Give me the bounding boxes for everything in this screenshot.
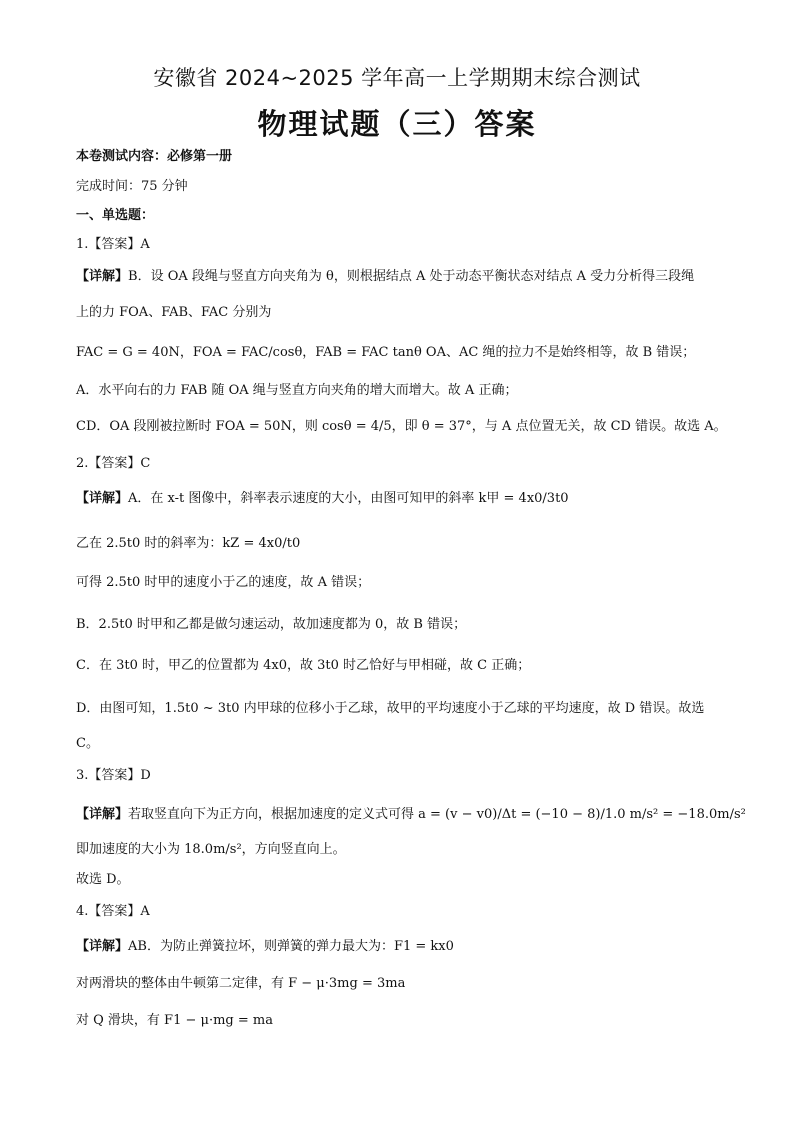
- q2-detail-7: C。: [76, 736, 99, 751]
- q4-line1-text: AB．为防止弹簧拉坏，则弹簧的弹力最大为：F1 = kx0: [128, 939, 454, 954]
- q2-detail-5: C．在 3t0 时，甲乙的位置都为 4x0，故 3t0 时乙恰好与甲相碰，故 C 正确；: [76, 658, 531, 673]
- time-limit: 完成时间：75 分钟: [76, 179, 188, 194]
- q1-answer: 1.【答案】A: [76, 237, 150, 252]
- q2-detail-4: B．2.5t0 时甲和乙都是做匀速运动，故加速度都为 0，故 B 错误；: [76, 617, 467, 632]
- q2-detail-3: 可得 2.5t0 时甲的速度小于乙的速度，故 A 错误；: [76, 575, 371, 590]
- detail-tag: 【详解】: [76, 269, 129, 284]
- q4-detail-3: 对 Q 滑块，有 F1 − μ·mg = ma: [76, 1013, 273, 1028]
- q3-line1-text: 若取竖直向下为正方向，根据加速度的定义式可得 a = (v − v0)/Δt = (−10 − 8)/1.0 m/s² = −18.0m/s²: [128, 807, 746, 822]
- detail-tag: 【详解】: [76, 807, 129, 822]
- q2-line1-text: A．在 x-t 图像中，斜率表示速度的大小，由图可知甲的斜率 k甲 = 4x0/3t0: [128, 491, 569, 506]
- q1-detail-1: [76, 268, 726, 286]
- q1-detail-5: CD．OA 段刚被拉断时 FOA = 50N，则 cosθ = 4/5，即 θ = 37°，与 A 点位置无关，故 CD 错误。故选 A。: [76, 419, 727, 434]
- q1-detail-4: A．水平向右的力 FAB 随 OA 绳与竖直方向夹角的增大而增大。故 A 正确；: [76, 383, 518, 398]
- q4-detail-2: 对两滑块的整体由牛顿第二定律，有 F − μ·3mg = 3ma: [76, 976, 406, 991]
- q3-answer: 3.【答案】D: [76, 768, 151, 783]
- q4-detail-1: [76, 938, 726, 956]
- q3-detail-2: 即加速度的大小为 18.0m/s²，方向竖直向上。: [76, 842, 346, 857]
- q1-line1-text: B．设 OA 段绳与竖直方向夹角为 θ，则根据结点 A 处于动态平衡状态对结点 A 受力分析得三段绳: [128, 269, 695, 284]
- q1-detail-2: 上的力 FOA、FAB、FAC 分别为: [76, 305, 272, 320]
- q4-answer: 4.【答案】A: [76, 904, 150, 919]
- document-subtitle: 物理试题（三）答案: [257, 107, 537, 141]
- q3-detail-1: [76, 806, 746, 824]
- q2-answer: 2.【答案】C: [76, 456, 151, 471]
- test-scope: 本卷测试内容：必修第一册: [76, 149, 233, 164]
- q2-detail-6: D．由图可知，1.5t0 ~ 3t0 内甲球的位移小于乙球，故甲的平均速度小于乙球的平均速度，故 D 错误。故选: [76, 701, 705, 716]
- q3-detail-3: 故选 D。: [76, 872, 130, 887]
- q1-detail-3: FAC = G = 40N，FOA = FAC/cosθ，FAB = FAC tanθ OA、AC 绳的拉力不是始终相等，故 B 错误；: [76, 345, 696, 360]
- detail-tag: 【详解】: [76, 939, 129, 954]
- section-heading: 一、单选题：: [76, 208, 155, 223]
- document-title: 安徽省 2024~2025 学年高一上学期期末综合测试: [153, 66, 641, 90]
- q2-detail-1: [76, 490, 726, 508]
- q2-detail-2: 乙在 2.5t0 时的斜率为：kZ = 4x0/t0: [76, 536, 301, 551]
- detail-tag: 【详解】: [76, 491, 129, 506]
